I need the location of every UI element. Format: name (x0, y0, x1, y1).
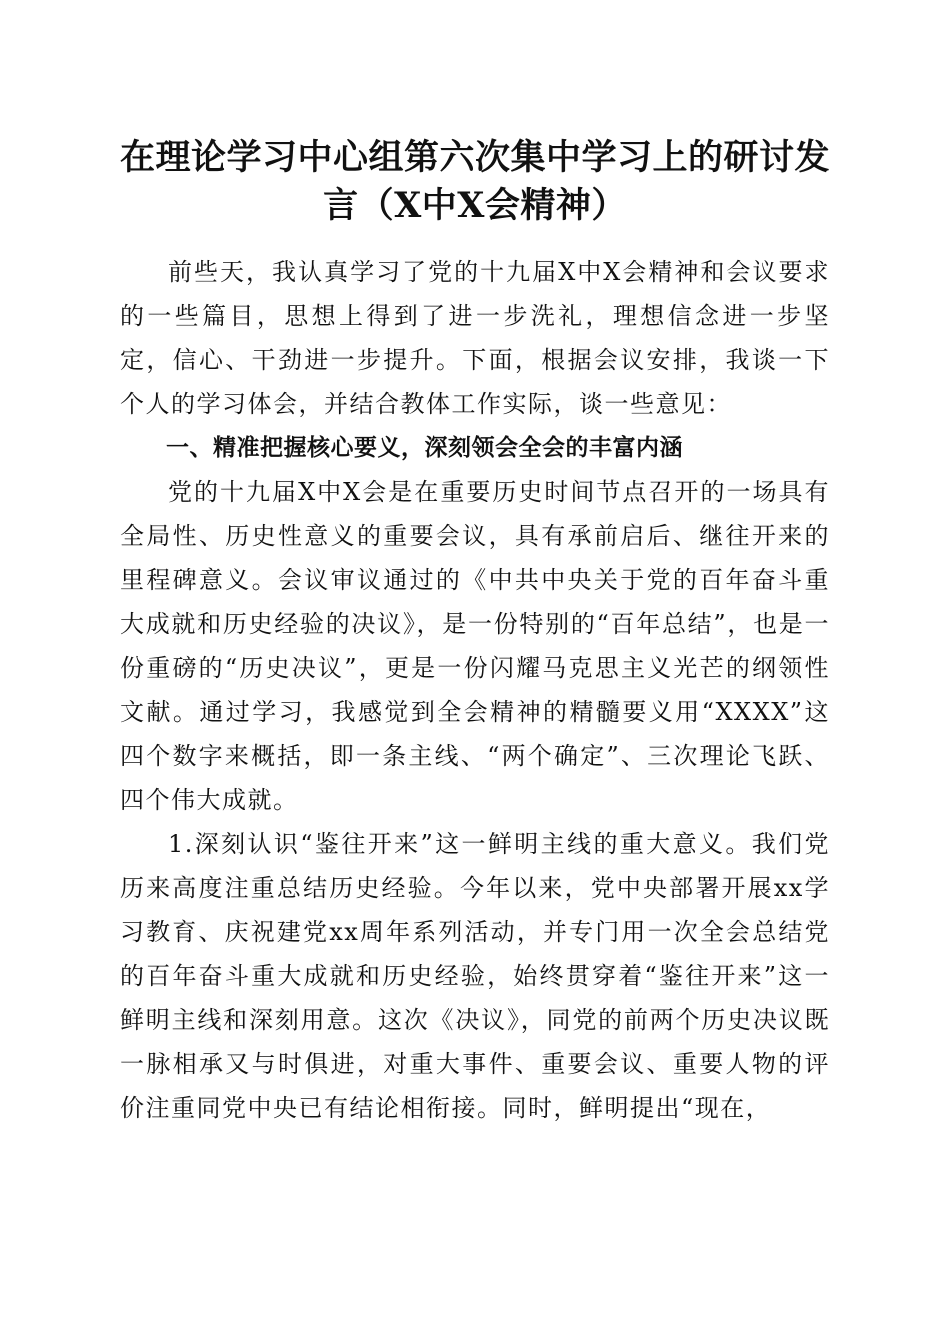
section-1-paragraph: 党的十九届X中X会是在重要历史时间节点召开的一场具有全局性、历史性意义的重要会议，具有承前启后、继往开来的里程碑意义。会议审议通过的《中共中央关于党的百年奋斗重大成就和历史经验的决议》，是一份特别的“百年总结”，也是一份重磅的“历史决议”，更是一份闪耀马克思主义光芒的纲领性文献。通过学习，我感觉到全会精神的精髓要义用“XXXX”这四个数字来概括，即一条主线、“两个确定”、三次理论飞跃、四个伟大成就。 (120, 478, 830, 814)
title-line-1: 在理论学习中心组第六次集中学习上的研讨发 (119, 137, 830, 178)
section-heading-1: 一、精准把握核心要义，深刻领会全会的丰富内涵 (166, 435, 683, 461)
document-title (110, 134, 840, 230)
point-1-paragraph: 1.深刻认识“鉴往开来”这一鲜明主线的重大意义。我们党历来高度注重总结历史经验。今年以来，党中央部署开展xx学习教育、庆祝建党xx周年系列活动，并专门用一次全会总结党的百年奋斗重大成就和历史经验，始终贯穿着“鉴往开来”这一鲜明主线和深刻用意。这次《决议》，同党的前两个历史决议既一脉相承又与时俱进，对重大事件、重要会议、重要人物的评价注重同党中央已有结论相衔接。同时，鲜明提出“现在， (120, 830, 830, 1122)
intro-paragraph: 前些天，我认真学习了党的十九届X中X会精神和会议要求的一些篇目，思想上得到了进一步洗礼，理想信念进一步坚定，信心、干劲进一步提升。下面，根据会议安排，我谈一下个人的学习体会，并结合教体工作实际，谈一些意见： (120, 258, 830, 418)
title-line-2: 言（X中X会精神） (323, 185, 627, 226)
document-body (120, 250, 830, 1130)
